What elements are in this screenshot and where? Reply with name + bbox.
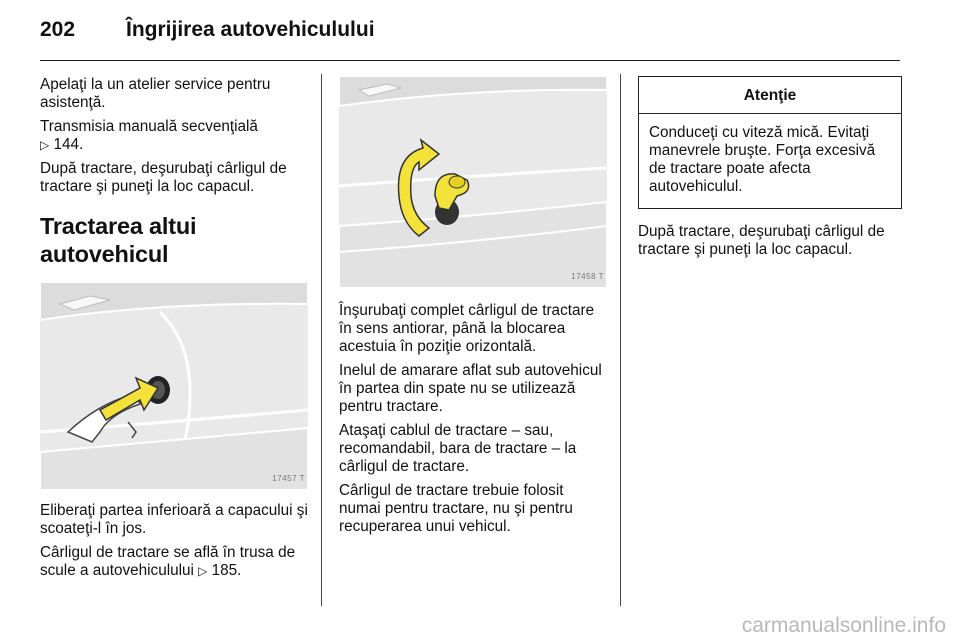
paragraph: După tractare, deşurubaţi cârligul de tractare şi puneţi la loc capacul.: [638, 223, 885, 258]
paragraph: După tractare, deşurubaţi cârligul de tractare şi puneţi la loc capacul.: [40, 160, 287, 195]
page-ref-link[interactable]: 185.: [211, 562, 242, 579]
paragraph: Eliberaţi partea inferioară a capacului şi scoateţi-l în jos.: [40, 502, 308, 537]
page-ref-link[interactable]: 144.: [53, 136, 84, 153]
figure-code: 17457 T: [272, 474, 305, 483]
header-rule: [40, 60, 900, 61]
paragraph: Cârligul de tractare se află în trusa de scule a autovehiculului ▷ 185.: [40, 544, 296, 579]
section-heading: Tractarea altui autovehicul: [40, 213, 197, 267]
paragraph: Inelul de amarare aflat sub autovehicul în partea din spate nu se utilizează pentru tractare.: [339, 362, 602, 415]
warning-title: Atenţie: [639, 77, 901, 114]
column-2: [339, 76, 607, 542]
figure-hook-screwing: [339, 76, 607, 288]
page-ref-arrow-icon: ▷: [198, 564, 208, 578]
page-header: [40, 18, 900, 48]
paragraph: Transmisia manuală secvenţială ▷ 144.: [40, 118, 258, 153]
page-ref-arrow-icon: ▷: [40, 138, 50, 152]
column-3: [638, 76, 902, 265]
column-1: [40, 76, 308, 586]
paragraph: Ataşaţi cablul de tractare – sau, recomandabil, bara de tractare – la cârligul de tractare.: [339, 422, 577, 475]
figure-hook-screwing-drawing: [339, 76, 607, 288]
column-divider-1: [321, 74, 322, 606]
figure-cover-removal: [40, 282, 308, 490]
paragraph: Înşurubaţi complet cârligul de tractare în sens antiorar, până la blocarea acestuia în poziţie orizontală.: [339, 302, 595, 355]
warning-box: [638, 76, 902, 209]
column-divider-2: [620, 74, 621, 606]
figure-code: 17458 T: [571, 272, 604, 281]
page-title: Îngrijirea autovehiculului: [126, 18, 375, 41]
watermark: carmanualsonline.info: [741, 614, 946, 637]
paragraph: Apelaţi la un atelier service pentru asistenţă.: [40, 76, 271, 111]
warning-body: Conduceţi cu viteză mică. Evitaţi manevrele bruşte. Forţa excesivă de tractare poate afecta autovehiculul.: [649, 124, 876, 195]
figure-cover-removal-drawing: [40, 282, 308, 490]
paragraph: Cârligul de tractare trebuie folosit numai pentru tractare, nu şi pentru recuperarea unui vehicul.: [339, 482, 573, 535]
page-number: 202: [40, 18, 76, 41]
